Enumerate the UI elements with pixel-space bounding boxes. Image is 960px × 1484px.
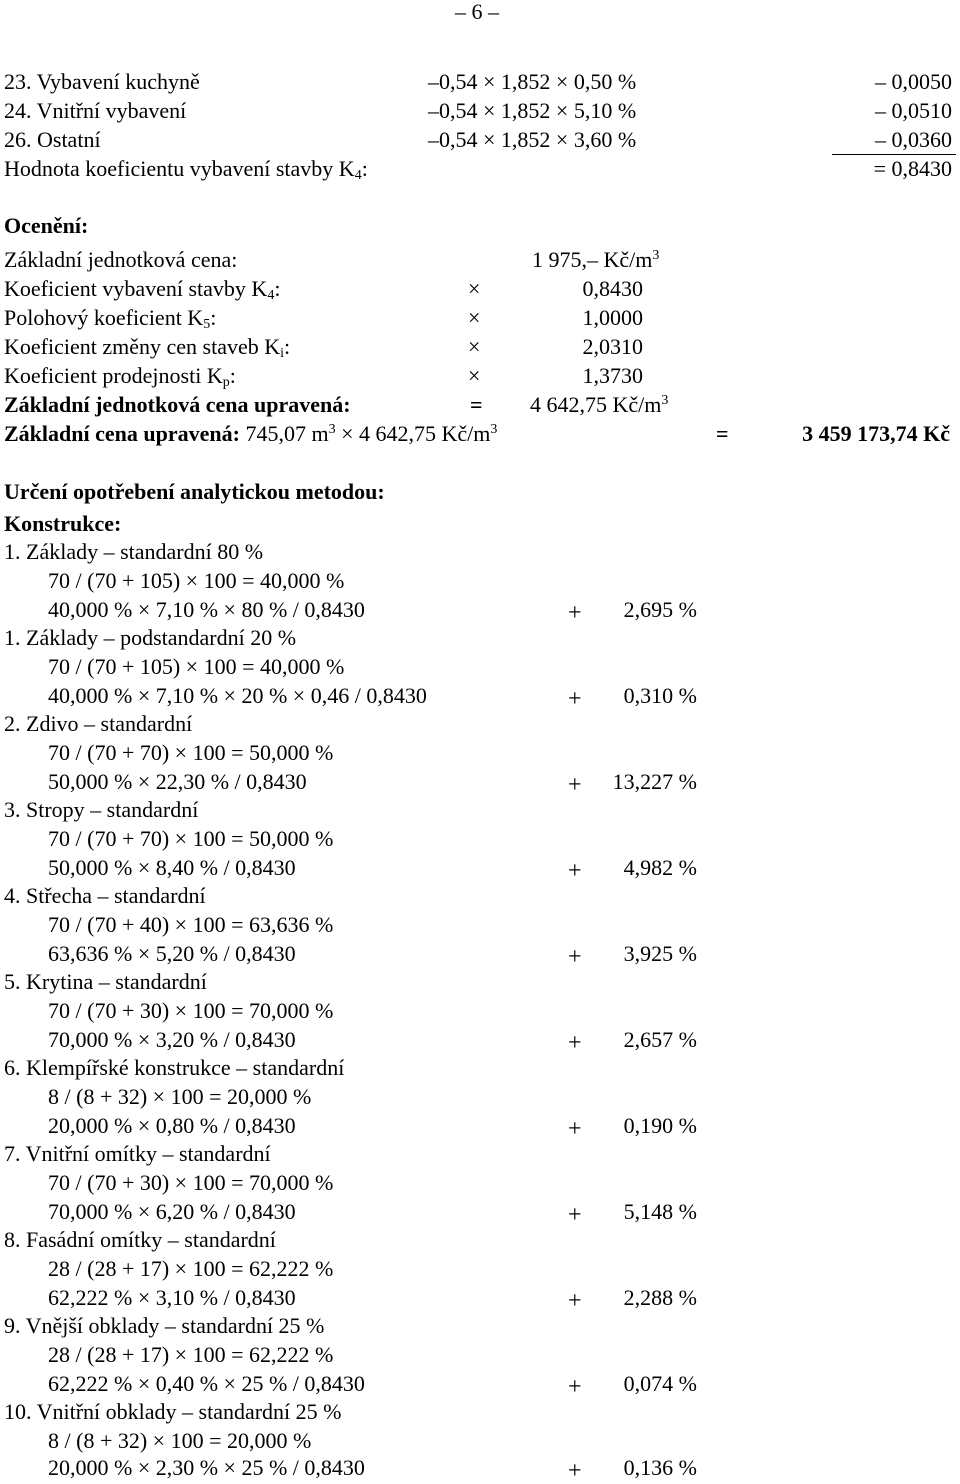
item-result: 13,227 %	[612, 769, 697, 794]
adjusted-total-line: Základní cena upravená: 745,07 $m^3 \times 4$ 642,75 $Kč/m^3$	[4, 421, 498, 446]
item-title: 3. Stropy – standardní	[4, 797, 199, 822]
coefficient-label: Koeficient změny cen staveb $K_i$:	[4, 334, 291, 361]
wear-heading: Určení opotřebení analytickou metodou:	[4, 479, 385, 504]
equals-sign: =	[716, 421, 729, 446]
plus-sign: +	[568, 1116, 582, 1142]
item-formula: 50,000 % × 22,30 % / 0,8430	[48, 769, 307, 794]
equipment-result: – 0,0510	[875, 98, 952, 123]
item-formula: 62,222 % × 3,10 % / 0,8430	[48, 1285, 296, 1310]
oceneni-heading: Ocenění:	[4, 213, 89, 238]
item-result: 5,148 %	[623, 1199, 697, 1224]
coefficient-value: 1,0000	[582, 305, 643, 330]
coefficient-label: Koeficient prodejnosti $K_p$:	[4, 363, 236, 390]
equipment-calc: –0,54 × 1,852 × 5,10 %	[428, 98, 637, 123]
item-formula: 70,000 % × 3,20 % / 0,8430	[48, 1027, 296, 1052]
plus-sign: +	[568, 1374, 582, 1400]
item-title: 9. Vnější obklady – standardní 25 %	[4, 1313, 325, 1338]
page-number: – 6 –	[455, 0, 499, 24]
item-formula: 70 / (70 + 70) × 100 = 50,000 %	[48, 740, 334, 765]
equipment-calc: –0,54 × 1,852 × 3,60 %	[428, 127, 637, 152]
coefficient-label: Koeficient vybavení stavby $K_4$:	[4, 276, 281, 303]
equipment-result: – 0,0360	[875, 127, 952, 152]
coefficient-value: 2,0310	[582, 334, 643, 359]
item-title: 7. Vnitřní omítky – standardní	[4, 1141, 271, 1166]
item-formula: 8 / (8 + 32) × 100 = 20,000 %	[48, 1084, 312, 1109]
item-result: 2,288 %	[623, 1285, 697, 1310]
item-formula: 50,000 % × 8,40 % / 0,8430	[48, 855, 296, 880]
sum-divider	[832, 154, 956, 155]
equipment-calc: –0,54 × 1,852 × 0,50 %	[428, 69, 637, 94]
constructions-subheading: Konstrukce:	[4, 511, 122, 536]
item-result: 0,074 %	[623, 1371, 697, 1396]
item-title: 8. Fasádní omítky – standardní	[4, 1227, 276, 1252]
item-title: 4. Střecha – standardní	[4, 883, 206, 908]
item-title: 10. Vnitřní obklady – standardní 25 %	[4, 1399, 342, 1424]
multiply-sign: ×	[468, 334, 481, 359]
multiply-sign: ×	[468, 276, 481, 301]
equals-sign: =	[470, 392, 483, 417]
k4-total-result: = 0,8430	[873, 156, 952, 181]
plus-sign: +	[568, 600, 582, 626]
k4-total-label: Hodnota koeficientu vybavení stavby $K_4$:	[4, 156, 368, 183]
item-title: 2. Zdivo – standardní	[4, 711, 193, 736]
multiply-sign: ×	[468, 363, 481, 388]
item-result: 0,310 %	[623, 683, 697, 708]
coefficient-value: 1,3730	[582, 363, 643, 388]
plus-sign: +	[568, 944, 582, 970]
equipment-label: 24. Vnitřní vybavení	[4, 98, 187, 123]
item-title: 1. Základy – standardní 80 %	[4, 539, 264, 564]
item-title: 6. Klempířské konstrukce – standardní	[4, 1055, 345, 1080]
adjusted-unit-value: 4 642,75 $Kč/m^3$	[530, 392, 669, 417]
coefficient-label: Polohový koeficient $K_5$:	[4, 305, 217, 332]
item-formula: 20,000 % × 2,30 % × 25 % / 0,8430	[48, 1455, 365, 1480]
item-formula: 8 / (8 + 32) × 100 = 20,000 %	[48, 1428, 312, 1453]
item-formula: 20,000 % × 0,80 % / 0,8430	[48, 1113, 296, 1138]
plus-sign: +	[568, 1458, 582, 1484]
item-formula: 28 / (28 + 17) × 100 = 62,222 %	[48, 1256, 334, 1281]
plus-sign: +	[568, 1288, 582, 1314]
adjusted-unit-label: Základní jednotková cena upravená:	[4, 392, 351, 417]
item-title: 1. Základy – podstandardní 20 %	[4, 625, 297, 650]
item-formula: 70 / (70 + 105) × 100 = 40,000 %	[48, 568, 345, 593]
item-formula: 70 / (70 + 40) × 100 = 63,636 %	[48, 912, 334, 937]
item-result: 3,925 %	[623, 941, 697, 966]
base-price-value: 1 975,– $Kč/m^3$	[532, 247, 660, 272]
adjusted-total-result: 3 459 173,74 Kč	[802, 421, 950, 446]
multiply-sign: ×	[468, 305, 481, 330]
equipment-label: 26. Ostatní	[4, 127, 101, 152]
item-formula: 70,000 % × 6,20 % / 0,8430	[48, 1199, 296, 1224]
item-formula: 70 / (70 + 70) × 100 = 50,000 %	[48, 826, 334, 851]
item-result: 0,190 %	[623, 1113, 697, 1138]
item-formula: 40,000 % × 7,10 % × 80 % / 0,8430	[48, 597, 365, 622]
equipment-result: – 0,0050	[875, 69, 952, 94]
plus-sign: +	[568, 858, 582, 884]
plus-sign: +	[568, 686, 582, 712]
item-result: 0,136 %	[623, 1455, 697, 1480]
equipment-label: 23. Vybavení kuchyně	[4, 69, 200, 94]
item-formula: 70 / (70 + 30) × 100 = 70,000 %	[48, 998, 334, 1023]
item-result: 4,982 %	[623, 855, 697, 880]
coefficient-value: 0,8430	[582, 276, 643, 301]
item-formula: 63,636 % × 5,20 % / 0,8430	[48, 941, 296, 966]
item-formula: 40,000 % × 7,10 % × 20 % × 0,46 / 0,8430	[48, 683, 427, 708]
item-formula: 28 / (28 + 17) × 100 = 62,222 %	[48, 1342, 334, 1367]
item-result: 2,657 %	[623, 1027, 697, 1052]
base-price-label: Základní jednotková cena:	[4, 247, 238, 272]
item-result: 2,695 %	[623, 597, 697, 622]
plus-sign: +	[568, 1202, 582, 1228]
plus-sign: +	[568, 1030, 582, 1056]
item-title: 5. Krytina – standardní	[4, 969, 207, 994]
item-formula: 62,222 % × 0,40 % × 25 % / 0,8430	[48, 1371, 365, 1396]
item-formula: 70 / (70 + 30) × 100 = 70,000 %	[48, 1170, 334, 1195]
item-formula: 70 / (70 + 105) × 100 = 40,000 %	[48, 654, 345, 679]
plus-sign: +	[568, 772, 582, 798]
